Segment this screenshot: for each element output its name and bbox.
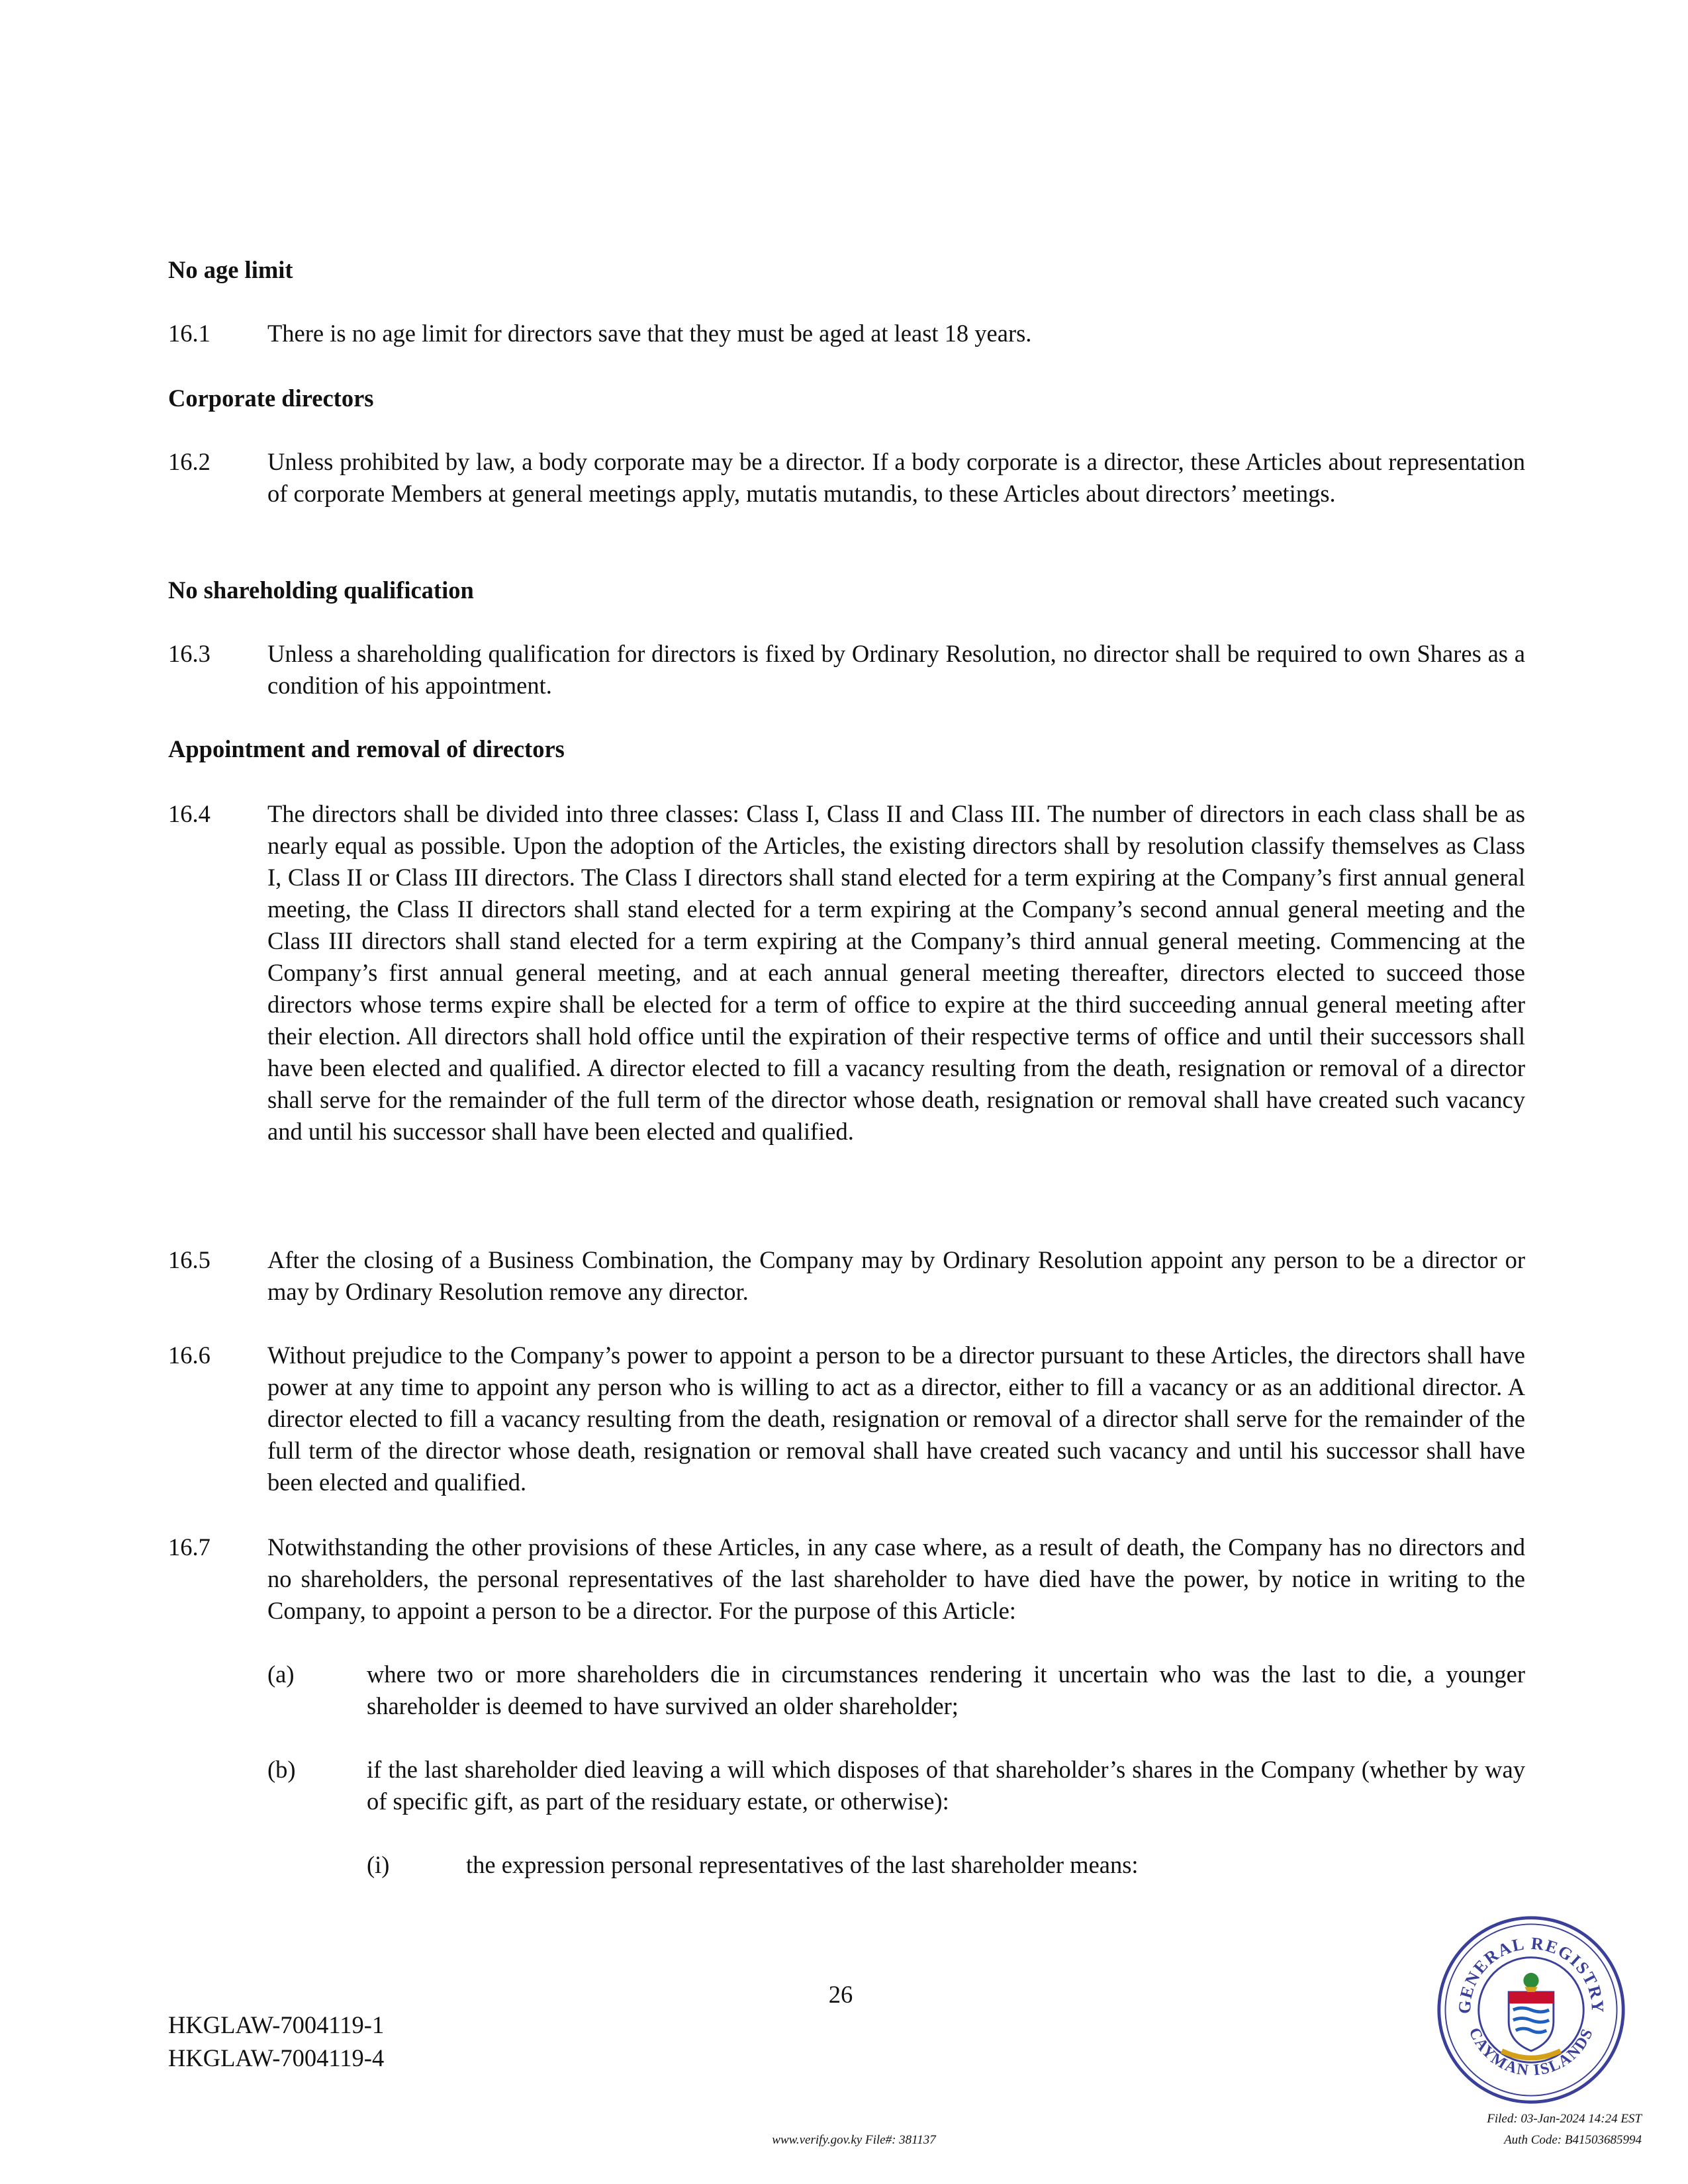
auth-code: Auth Code: B41503685994 — [1504, 2133, 1642, 2147]
clause-number: 16.6 — [168, 1342, 211, 1369]
clause-16-4 — [168, 798, 1525, 1148]
clause-16-2 — [168, 446, 1525, 510]
verify-url: www.verify.gov.ky File#: 381137 — [772, 2133, 936, 2147]
clause-text: There is no age limit for directors save that they must be aged at least 18 years. — [267, 320, 1032, 347]
clause-16-6 — [168, 1340, 1525, 1498]
coat-of-arms-icon — [1502, 1973, 1561, 2058]
seal-top-text: GENERAL REGISTRY — [1454, 1933, 1608, 2015]
clause-number: 16.2 — [168, 448, 211, 475]
subclause-text: the expression personal representatives of the last shareholder means: — [466, 1851, 1139, 1878]
document-reference-1: HKGLAW-7004119-1 — [168, 2011, 385, 2038]
clause-text: Unless a shareholding qualification for directors is fixed by Ordinary Resolution, no director shall be required to own Shares as a condition of his appointment. — [267, 640, 1525, 699]
clause-number: 16.4 — [168, 800, 211, 827]
clause-number: 16.3 — [168, 640, 211, 667]
seal-bottom-text: CAYMAN ISLANDS — [1465, 2025, 1597, 2079]
clause-text: Notwithstanding the other provisions of these Articles, in any case where, as a result of death, the Company has no directors and no shareholders, the personal representatives of the last shareholder to have died have the power, by notice in writing to the Company, to appoint a person to be a director. For the purpose of this Article: — [267, 1533, 1525, 1624]
clause-16-3 — [168, 638, 1525, 702]
page-number: 26 — [828, 1981, 853, 2008]
clause-text: The directors shall be divided into three classes: Class I, Class II and Class III. The number of directors in each class shall be as nearly equal as possible. Upon the adoption of the Articles, the existing directors shall by resolution classify themselves as Class I, Class II or Class III directors. The Class I directors shall stand elected for a term expiring at the Company’s first annual general meeting, the Class II directors shall stand elected for a term expiring at the Company’s second annual general meeting and the Class III directors shall stand elected for a term expiring at the Company’s third annual general meeting. Commencing at the Company’s first annual general meeting, and at each annual general meeting thereafter, directors elected to succeed those directors whose terms expire shall be elected for a term of office to expire at the third succeeding annual general meeting after their election. All directors shall hold office until the expiration of their respective terms of office and until their successors shall have been elected and qualified. A director elected to fill a vacancy resulting from the death, resignation or removal of a director shall serve for the remainder of the full term of the director whose death, resignation or removal shall have created such vacancy and until his successor shall have been elected and qualified. — [267, 800, 1525, 1145]
subclause-text: if the last shareholder died leaving a will which disposes of that shareholder’s shares in the Company (whether by way of specific gift, as part of the residuary estate, or otherwise): — [367, 1756, 1525, 1815]
heading-appointment-removal: Appointment and removal of directors — [168, 735, 565, 762]
clause-number: 16.5 — [168, 1246, 211, 1273]
heading-corporate-directors: Corporate directors — [168, 385, 374, 412]
document-reference-2: HKGLAW-7004119-4 — [168, 2044, 385, 2071]
subclause-number: (i) — [367, 1851, 390, 1878]
clause-16-1 — [168, 318, 1525, 349]
subclause-i — [367, 1849, 1525, 1881]
subclause-number: (a) — [267, 1661, 295, 1688]
subclause-a — [267, 1659, 1525, 1722]
subclause-number: (b) — [267, 1756, 296, 1783]
heading-no-shareholding: No shareholding qualification — [168, 576, 474, 604]
clause-text: After the closing of a Business Combination, the Company may by Ordinary Resolution appoint any person to be a director or may by Ordinary Resolution remove any director. — [267, 1246, 1525, 1305]
clause-text: Unless prohibited by law, a body corporate may be a director. If a body corporate is a director, these Articles about representation of corporate Members at general meetings apply, mutatis mutandis, to these Articles about directors’ meetings. — [267, 448, 1525, 507]
clause-16-5 — [168, 1244, 1525, 1308]
clause-text: Without prejudice to the Company’s power to appoint a person to be a director pursuant to these Articles, the directors shall have power at any time to appoint any person who is willing to act as a director, either to fill a vacancy or as an additional director. A director elected to fill a vacancy resulting from the death, resignation or removal of a director shall serve for the remainder of the full term of the director whose death, resignation or removal shall have created such vacancy and until his successor shall have been elected and qualified. — [267, 1342, 1525, 1496]
filed-timestamp: Filed: 03-Jan-2024 14:24 EST — [1487, 2112, 1642, 2126]
heading-no-age-limit: No age limit — [168, 256, 293, 283]
clause-16-7 — [168, 1531, 1525, 1627]
clause-number: 16.7 — [168, 1533, 211, 1561]
general-registry-seal-icon — [1435, 1914, 1627, 2106]
subclause-b — [267, 1754, 1525, 1817]
clause-number: 16.1 — [168, 320, 211, 347]
subclause-text: where two or more shareholders die in circumstances rendering it uncertain who was the last to die, a younger shareholder is deemed to have survived an older shareholder; — [367, 1661, 1525, 1719]
